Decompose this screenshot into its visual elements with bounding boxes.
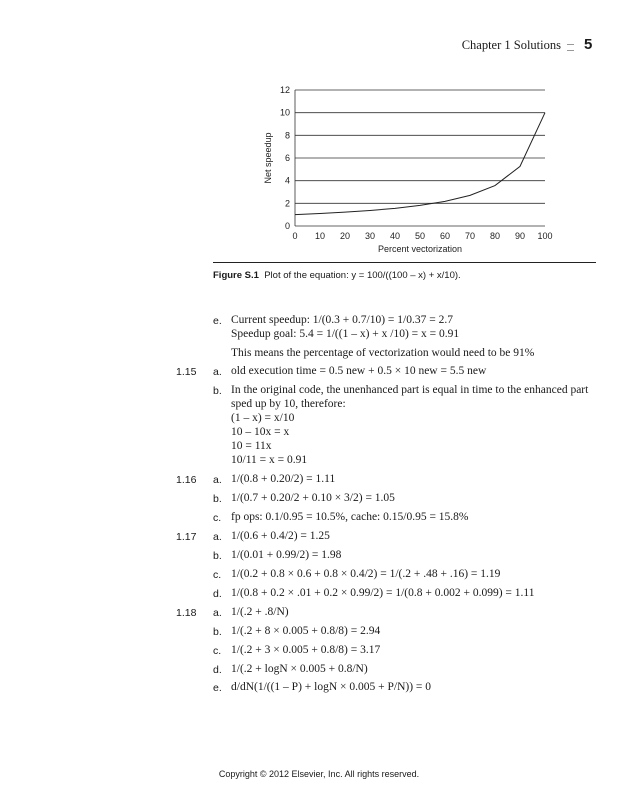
- y-tick-label: 6: [284, 153, 290, 163]
- y-tick-label: 0: [284, 221, 290, 231]
- x-tick-label: 0: [292, 231, 298, 241]
- solution-line: 1/(0.01 + 0.99/2) = 1.98: [231, 549, 342, 561]
- x-tick-label: 20: [339, 231, 351, 241]
- problem-number: 1.16: [176, 474, 197, 486]
- y-axis-title: Net speedup: [263, 132, 273, 184]
- solution-line: 1/(0.6 + 0.4/2) = 1.25: [231, 530, 330, 542]
- part-letter: e.: [213, 682, 222, 694]
- x-tick-label: 10: [314, 231, 326, 241]
- part-letter: b.: [213, 493, 222, 505]
- y-tick-label: 2: [284, 198, 290, 209]
- part-letter: c.: [213, 569, 222, 581]
- solution-line: 1/(0.2 + 0.8 × 0.6 + 0.8 × 0.4/2) = 1/(.2 + .48 + .16) = 1.19: [231, 568, 501, 580]
- part-letter: a.: [213, 531, 222, 543]
- solution-line: 1/(0.8 + 0.2 × .01 + 0.2 × 0.99/2) = 1/(0.8 + 0.002 + 0.099) = 1.11: [231, 587, 535, 599]
- x-tick-label: 80: [489, 231, 501, 241]
- y-tick-label: 4: [284, 175, 290, 186]
- problem-number: 1.18: [176, 607, 197, 619]
- x-tick-label: 30: [364, 231, 376, 241]
- solution-line: Speedup goal: 5.4 = 1/((1 – x) + x /10) = x = 0.91: [231, 328, 460, 340]
- figure-caption-text: Plot of the equation: y = 100/((100 – x) + x/10).: [264, 270, 461, 281]
- solution-line: old execution time = 0.5 new + 0.5 × 10 new = 5.5 new: [231, 365, 487, 377]
- problem-number: 1.17: [176, 531, 197, 543]
- solution-line: fp ops: 0.1/0.95 = 10.5%, cache: 0.15/0.95 = 15.8%: [231, 511, 469, 523]
- x-tick-label: 70: [464, 231, 476, 241]
- solution-line: In the original code, the unenhanced part is equal in time to the enhanced part: [231, 384, 589, 396]
- y-tick-label: 12: [279, 85, 290, 95]
- solution-line: 1/(.2 + logN × 0.005 + 0.8/N): [231, 663, 368, 675]
- x-tick-label: 100: [537, 231, 553, 241]
- chapter-title: Chapter 1 Solutions: [461, 38, 561, 52]
- part-letter: c.: [213, 645, 222, 657]
- part-letter: a.: [213, 366, 222, 378]
- part-letter: d.: [213, 588, 222, 600]
- x-tick-label: 60: [439, 231, 451, 241]
- copyright-footer: Copyright © 2012 Elsevier, Inc. All rights reserved.: [218, 769, 420, 779]
- part-letter: e.: [213, 315, 222, 327]
- part-letter: b.: [213, 385, 222, 397]
- y-tick-label: 8: [284, 130, 290, 141]
- solution-line: 1/(.2 + 3 × 0.005 + 0.8/8) = 3.17: [231, 644, 381, 656]
- part-letter: b.: [213, 626, 222, 638]
- solution-line: (1 – x) = x/10: [231, 412, 295, 424]
- solution-line: Current speedup: 1/(0.3 + 0.7/10) = 1/0.37 = 2.7: [231, 314, 453, 326]
- part-letter: c.: [213, 512, 222, 524]
- x-tick-label: 90: [514, 231, 526, 241]
- y-tick-label: 10: [279, 107, 290, 118]
- part-letter: a.: [213, 607, 222, 619]
- caption-rule: [213, 262, 596, 263]
- x-tick-label: 50: [414, 231, 426, 241]
- solution-line: 10/11 = x = 0.91: [231, 454, 308, 466]
- speedup-series-line: [295, 113, 545, 215]
- solution-line: This means the percentage of vectorization would need to be 91%: [231, 347, 535, 359]
- figure-caption: [213, 270, 461, 281]
- solution-line: 1/(.2 + 8 × 0.005 + 0.8/8) = 2.94: [231, 625, 381, 637]
- solution-line: 1/(0.7 + 0.20/2 + 0.10 × 3/2) = 1.05: [231, 492, 395, 504]
- problem-number: 1.15: [176, 366, 197, 378]
- solution-line: 10 – 10x = x: [231, 426, 290, 438]
- solution-line: 10 = 11x: [231, 440, 272, 452]
- x-axis-title: Percent vectorization: [377, 244, 463, 254]
- solution-line: 1/(.2 + .8/N): [231, 606, 289, 618]
- part-letter: a.: [213, 474, 222, 486]
- part-letter: d.: [213, 664, 222, 676]
- x-tick-label: 40: [389, 231, 401, 241]
- speedup-chart: [0, 0, 638, 260]
- solution-line: d/dN(1/((1 – P) + logN × 0.005 + P/N)) = 0: [231, 681, 432, 693]
- page-number: 5: [584, 36, 593, 53]
- figure-label: Figure S.1: [213, 270, 259, 281]
- solution-line: sped up by 10, therefore:: [231, 398, 346, 410]
- part-letter: b.: [213, 550, 222, 562]
- solution-line: 1/(0.8 + 0.20/2) = 1.11: [231, 473, 336, 485]
